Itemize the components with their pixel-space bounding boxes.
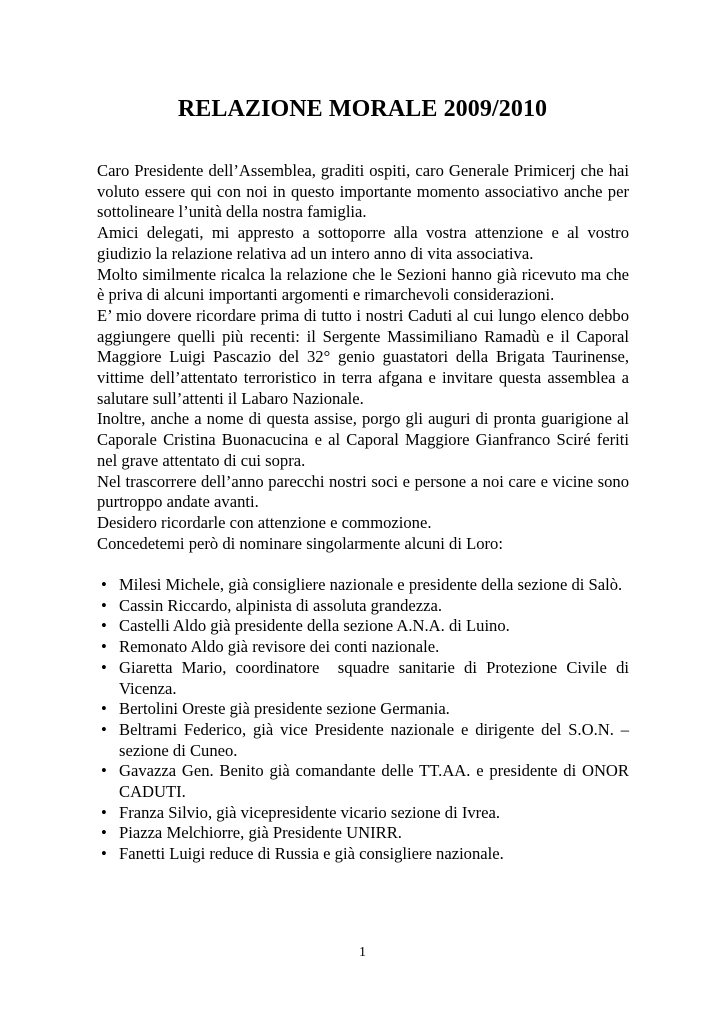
bullet-icon: • xyxy=(101,719,107,739)
list-item-text: Franza Silvio, già vicepresidente vicario sezione di Ivrea. xyxy=(119,802,501,822)
list-item-text: Milesi Michele, già consigliere nazionale e presidente della sezione di Salò. xyxy=(119,575,623,595)
list-item xyxy=(97,699,629,720)
list-item-text: Castelli Aldo già presidente della sezione A.N.A. di Luino. xyxy=(119,616,510,636)
list-item xyxy=(97,575,629,596)
bullet-icon: • xyxy=(101,802,107,822)
list-item-text: Bertolini Oreste già presidente sezione Germania. xyxy=(119,699,450,719)
bullet-icon: • xyxy=(101,575,107,595)
bullet-icon: • xyxy=(101,699,107,719)
bullet-icon: • xyxy=(101,761,107,781)
paragraph: Caro Presidente dell’Assemblea, graditi ospiti, caro Generale Primicerj che hai voluto essere qui con noi in questo importante momento associativo anche per sottolineare l’unità della nostra famiglia. xyxy=(97,161,629,222)
bullet-icon: • xyxy=(101,595,107,615)
document-title: RELAZIONE MORALE 2009/2010 xyxy=(177,96,548,122)
list-item xyxy=(97,657,633,699)
paragraph: Amici delegati, mi appresto a sottoporre alla vostra attenzione e al vostro giudizio la relazione relativa ad un intero anno di vita associativa. xyxy=(97,223,629,263)
paragraph: Nel trascorrere dell’anno parecchi nostri soci e persone a noi care e vicine sono purtroppo andate avanti. xyxy=(97,471,629,512)
list-item xyxy=(97,637,629,658)
bullet-icon: • xyxy=(101,844,107,864)
bullet-icon: • xyxy=(101,657,107,677)
list-item xyxy=(97,803,629,824)
document-body xyxy=(97,161,633,865)
list-item xyxy=(97,844,629,865)
paragraph: Concedetemi però di nominare singolarmente alcuni di Loro: xyxy=(97,533,503,553)
list-item-text: Gavazza Gen. Benito già comandante delle TT.AA. e presidente di ONOR CADUTI. xyxy=(119,761,629,802)
list-item-text: Remonato Aldo già revisore dei conti nazionale. xyxy=(119,637,440,657)
list-item-text: Piazza Melchiorre, già Presidente UNIRR. xyxy=(119,823,402,843)
list-item xyxy=(97,596,629,617)
names-list xyxy=(97,575,633,865)
list-item-text: Cassin Riccardo, alpinista di assoluta grandezza. xyxy=(119,595,443,615)
paragraph: Molto similmente ricalca la relazione che le Sezioni hanno già ricevuto ma che è priva di alcuni importanti argomenti e rimarchevoli considerazioni. xyxy=(97,264,629,305)
list-item-text: Fanetti Luigi reduce di Russia e già consigliere nazionale. xyxy=(119,844,504,864)
paragraph: Inoltre, anche a nome di questa assise, porgo gli auguri di pronta guarigione al Caporale Cristina Buonacucina e al Caporal Maggiore Gianfranco Sciré feriti nel grave attentato di cui sopra. xyxy=(97,409,629,470)
list-item xyxy=(97,823,629,844)
paragraph: E’ mio dovere ricordare prima di tutto i nostri Caduti al cui lungo elenco debbo aggiungere quelli più recenti: il Sergente Massimiliano Ramadù e il Caporal Maggiore Luigi Pascazio del 32° genio guastatori della Brigata Taurinense, vittime dell’attentato terroristico in terra afgana e invitare questa assemblea a salutare sull’attenti il Labaro Nazionale. xyxy=(97,305,629,408)
page-number: 1 xyxy=(359,945,366,960)
list-item xyxy=(97,720,629,761)
list-item-text: Beltrami Federico, già vice Presidente nazionale e dirigente del S.O.N. – sezione di Cuneo. xyxy=(119,719,629,760)
bullet-icon: • xyxy=(101,616,107,636)
paragraph: Desidero ricordarle con attenzione e commozione. xyxy=(97,512,432,532)
list-item-text: Giaretta Mario, coordinatore squadre sanitarie di Protezione Civile di Vicenza. xyxy=(119,657,633,698)
bullet-icon: • xyxy=(101,823,107,843)
list-item xyxy=(97,761,629,802)
list-item xyxy=(97,616,629,637)
bullet-icon: • xyxy=(101,637,107,657)
